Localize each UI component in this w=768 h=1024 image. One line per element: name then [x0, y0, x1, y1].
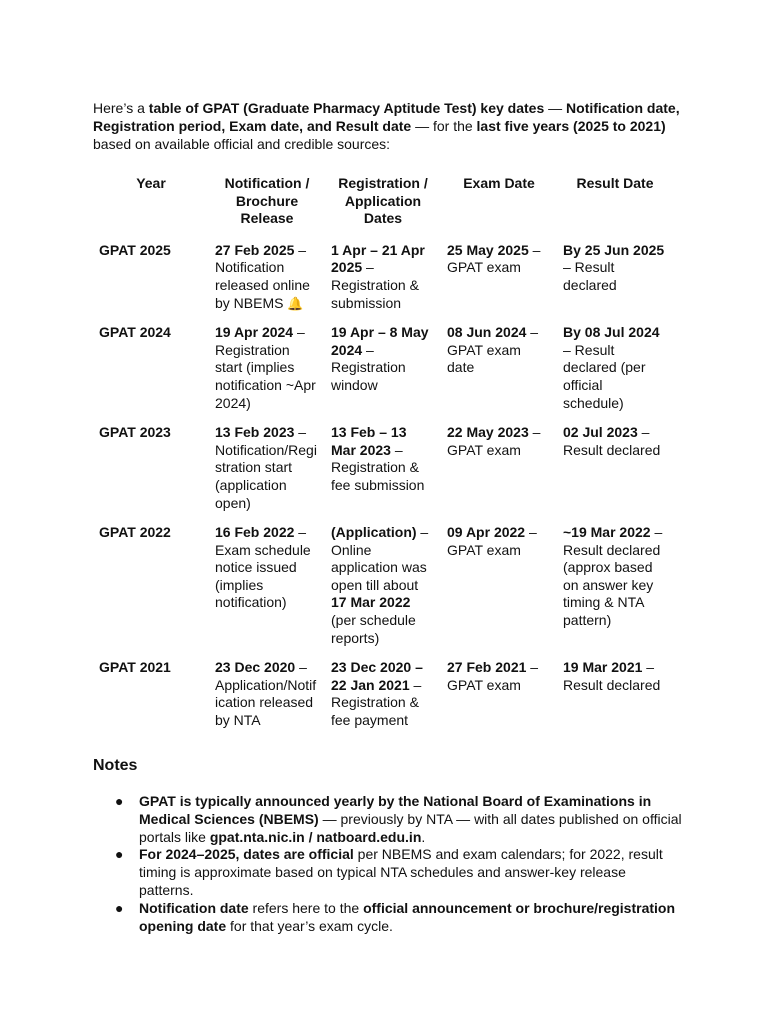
registration-date: (Application): [331, 524, 417, 541]
notification-date: 19 Apr 2024: [215, 324, 294, 341]
bullet-icon: ●: [115, 899, 124, 916]
table-row: [93, 424, 673, 524]
intro-bold-3: last five years (2025 to 2021): [476, 118, 666, 134]
result-text: – Result declared (approx based on answer key timing & NTA pattern): [563, 524, 663, 629]
exam-cell: [441, 524, 557, 659]
exam-date: 09 Apr 2022: [447, 524, 526, 541]
exam-date: 08 Jun 2024: [447, 324, 527, 341]
result-text: – Result declared: [563, 259, 617, 293]
registration-text: – Registration & submission: [331, 259, 419, 311]
intro-text-1: Here’s a: [93, 100, 149, 116]
result-text: – Result declared (per official schedule): [563, 341, 646, 411]
intro-paragraph: [93, 99, 683, 153]
table-row: [93, 324, 673, 424]
exam-date: 25 May 2025: [447, 241, 529, 258]
registration-text-2: (per schedule reports): [331, 612, 416, 646]
header-notification: Notification / Brochure Release: [224, 175, 310, 227]
notification-cell: [209, 659, 325, 741]
registration-date: 13 Feb – 13 Mar 2023: [331, 424, 407, 458]
result-cell: [557, 324, 673, 424]
registration-cell: [325, 524, 441, 659]
note-bold-2: gpat.nta.nic.in / natboard.edu.in: [209, 828, 422, 845]
header-result-date: Result Date: [576, 175, 654, 191]
note-bold: Notification date: [139, 899, 249, 916]
registration-date: 1 Apr – 21 Apr 2025: [331, 241, 425, 276]
result-cell: [557, 242, 673, 324]
result-date: By 25 Jun 2025: [563, 241, 665, 258]
list-item: [93, 846, 683, 899]
exam-text: – GPAT exam: [447, 424, 541, 458]
exam-date: 27 Feb 2021: [447, 659, 527, 676]
note-text: refers here to the: [248, 899, 364, 916]
header-exam-date: Exam Date: [463, 175, 535, 191]
table-row: [93, 524, 673, 659]
exam-cell: [441, 424, 557, 524]
bell-icon: 🔔: [287, 295, 304, 311]
intro-bold-2: Notification date, Registration period, Exam date, and Result date: [93, 100, 680, 134]
registration-date: 19 Apr – 8 May 2024: [331, 324, 429, 358]
intro-text-3: — for the: [411, 118, 477, 134]
registration-cell: [325, 242, 441, 324]
notification-text: – Exam schedule notice issued (implies notification): [215, 524, 311, 611]
note-text: — previously by NTA — with all dates published on official portals like: [139, 810, 682, 845]
list-item: [93, 793, 683, 846]
result-date: By 08 Jul 2024: [563, 324, 660, 341]
result-cell: [557, 524, 673, 659]
bullet-icon: ●: [115, 846, 124, 863]
exam-text: – GPAT exam: [447, 524, 537, 558]
registration-text: – Registration & fee payment: [331, 676, 422, 729]
result-date: 02 Jul 2023: [563, 424, 638, 441]
note-text-2: for that year’s exam cycle.: [226, 917, 393, 934]
notification-date: 13 Feb 2023: [215, 424, 295, 441]
exam-cell: [441, 242, 557, 324]
year-cell: GPAT 2025: [99, 241, 171, 258]
notes-heading: Notes: [93, 757, 138, 774]
notification-cell: [209, 324, 325, 424]
registration-date-2: 17 Mar 2022: [331, 594, 411, 611]
note-bold: For 2024–2025, dates are official: [139, 846, 354, 863]
intro-text-4: based on available official and credible sources:: [93, 136, 391, 152]
exam-cell: [441, 324, 557, 424]
registration-cell: [325, 424, 441, 524]
exam-text: – GPAT exam: [447, 241, 541, 276]
notification-date: 27 Feb 2025: [215, 241, 295, 258]
table-row: [93, 242, 673, 324]
year-cell: GPAT 2022: [99, 524, 171, 541]
result-date: ~19 Mar 2022: [563, 524, 651, 541]
gpat-dates-table: [93, 175, 673, 742]
exam-cell: [441, 659, 557, 741]
notification-text: – Notification/Registration start (application open): [215, 424, 317, 511]
notification-cell: [209, 424, 325, 524]
registration-date: 23 Dec 2020 – 22 Jan 2021: [331, 659, 423, 693]
notification-cell: [209, 242, 325, 324]
exam-date: 22 May 2023: [447, 424, 529, 441]
notification-cell: [209, 524, 325, 659]
bullet-icon: ●: [115, 793, 124, 809]
note-bold-2: official announcement or brochure/registration opening date: [139, 899, 676, 934]
notification-date: 16 Feb 2022: [215, 524, 295, 541]
table-row: [93, 659, 673, 741]
notification-text: – Registration start (implies notification ~Apr 2024): [215, 324, 316, 411]
year-cell: GPAT 2023: [99, 424, 171, 441]
year-cell: GPAT 2024: [99, 324, 171, 341]
intro-bold-1: table of GPAT (Graduate Pharmacy Aptitude Test) key dates: [148, 100, 545, 116]
exam-text: – GPAT exam date: [447, 324, 539, 376]
exam-text: – GPAT exam: [447, 659, 539, 693]
note-text: per NBEMS and exam calendars; for 2022, result timing is approximate based on typical NTA schedules and answer-key release patterns.: [139, 846, 663, 898]
header-year: Year: [136, 175, 166, 191]
result-date: 19 Mar 2021: [563, 659, 643, 676]
result-cell: [557, 424, 673, 524]
registration-text: – Online application was open till about: [331, 524, 429, 593]
registration-cell: [325, 324, 441, 424]
registration-text: – Registration & fee submission: [331, 441, 425, 493]
registration-cell: [325, 659, 441, 741]
header-registration: Registration / Application Dates: [338, 175, 428, 227]
notification-text: – Notification released online by NBEMS: [215, 241, 310, 311]
notification-date: 23 Dec 2020: [215, 659, 296, 676]
list-item: [93, 900, 683, 936]
note-text-2: .: [421, 828, 426, 845]
notification-text: – Application/Notification released by NTA: [215, 659, 317, 729]
result-text: – Result declared: [563, 424, 661, 458]
note-bold: GPAT is typically announced yearly by the National Board of Examinations in Medical Sciences (NBEMS): [139, 793, 652, 827]
intro-text-2: —: [544, 100, 567, 116]
notes-list: [93, 793, 683, 935]
table-header-row: [93, 175, 673, 242]
result-text: – Result declared: [563, 659, 661, 693]
year-cell: GPAT 2021: [99, 659, 171, 676]
result-cell: [557, 659, 673, 741]
registration-text: – Registration window: [331, 341, 406, 393]
